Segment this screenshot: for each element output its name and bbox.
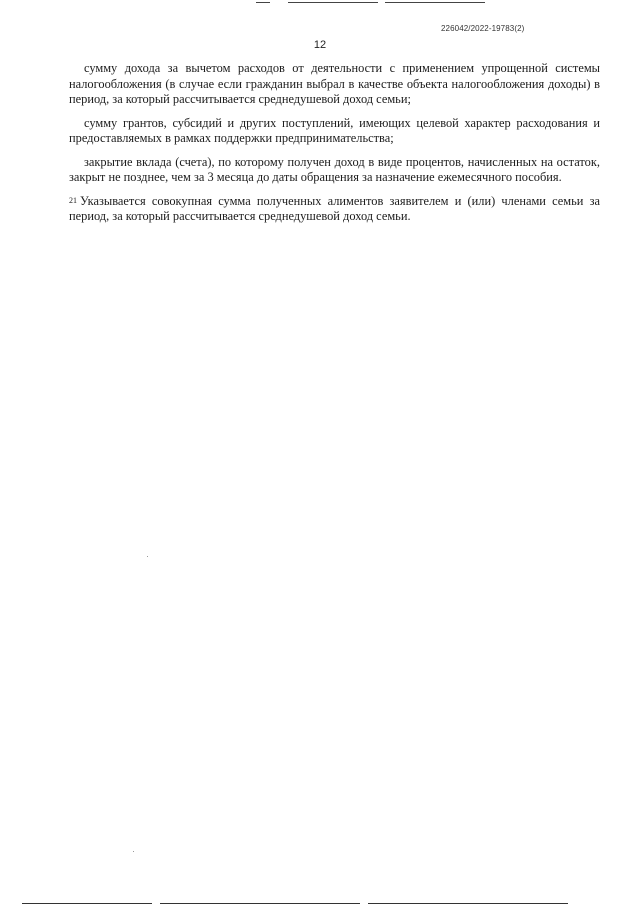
- top-scan-line: [256, 2, 270, 3]
- paragraph-income-simplified-taxation: сумму дохода за вычетом расходов от деятельности с применением упрощенной системы налогообложения (в случае если гражданин выбрал в качестве объекта налогообложения доходы) в период, за который рассчитывается среднедушевой доход семьи;: [69, 61, 600, 106]
- top-scan-line: [385, 2, 485, 3]
- bottom-scan-line: [22, 903, 152, 904]
- footnote-marker: 21: [69, 195, 77, 205]
- top-scan-line: [288, 2, 378, 3]
- document-registration-number: 226042/2022-19783(2): [441, 24, 525, 33]
- page-number: 12: [313, 39, 327, 51]
- bottom-scan-line: [368, 903, 568, 904]
- footnote-text: Указывается совокупная сумма полученных алиментов заявителем и (или) членами семьи за период, за который рассчитывается среднедушевой доход семьи.: [69, 193, 600, 223]
- paragraph-grants-subsidies: сумму грантов, субсидий и других поступлений, имеющих целевой характер расходования и предоставляемых в рамках поддержки предпринимательства;: [69, 115, 600, 145]
- scan-speck: [147, 556, 148, 557]
- footnote: [69, 194, 600, 225]
- bottom-scan-line: [160, 903, 360, 904]
- paragraph-deposit-closure: закрытие вклада (счета), по которому получен доход в виде процентов, начисленных на остаток, закрыт не позднее, чем за 3 месяца до даты обращения за назначение ежемесячного пособия.: [69, 154, 600, 184]
- document-body: [69, 61, 600, 233]
- scan-speck: [133, 851, 134, 852]
